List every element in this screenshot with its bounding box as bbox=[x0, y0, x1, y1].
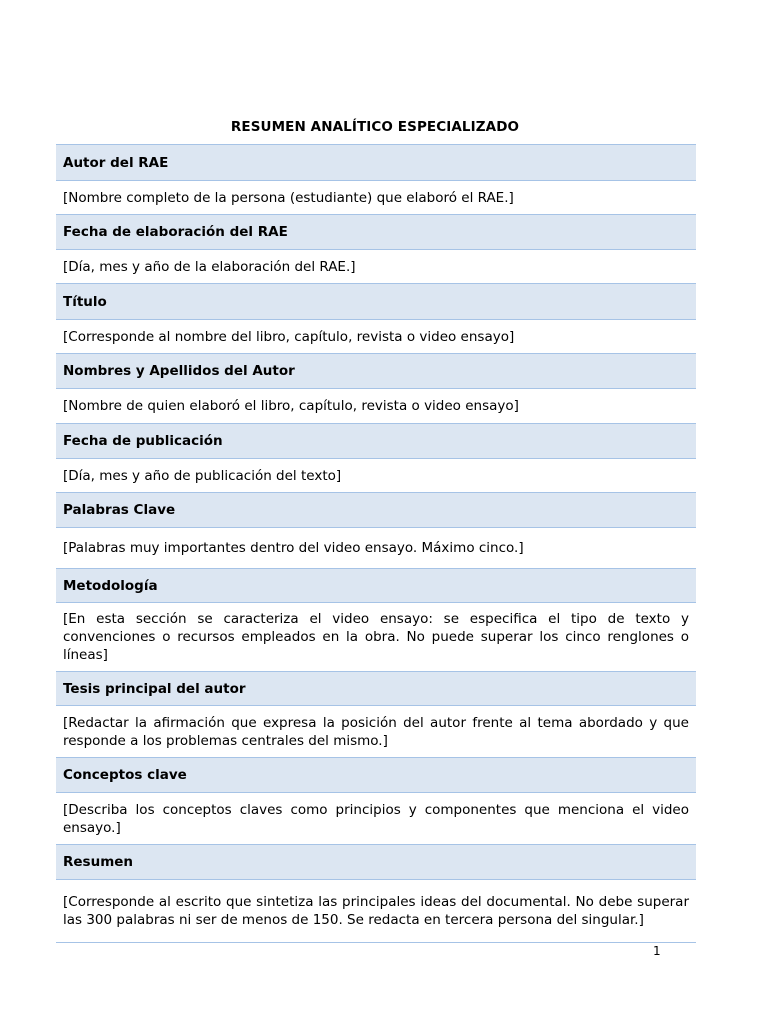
section-label: Título bbox=[56, 284, 696, 320]
section-value-row bbox=[56, 706, 696, 758]
section-header-row bbox=[56, 145, 696, 181]
section-label: Conceptos clave bbox=[56, 758, 696, 793]
section-value: [Corresponde al escrito que sintetiza las principales ideas del documental. No debe superar las 300 palabras ni ser de menos de 150. Se redacta en tercera persona del singular.] bbox=[56, 880, 696, 943]
section-value: [Redactar la afirmación que expresa la posición del autor frente al tema abordado y que responde a los problemas centrales del mismo.] bbox=[56, 706, 696, 758]
section-header-row bbox=[56, 758, 696, 793]
section-value-row bbox=[56, 181, 696, 215]
section-label: Palabras Clave bbox=[56, 493, 696, 528]
section-value-row bbox=[56, 320, 696, 354]
section-value: [Día, mes y año de la elaboración del RAE.] bbox=[56, 250, 696, 284]
section-value-row bbox=[56, 793, 696, 845]
section-header-row bbox=[56, 672, 696, 706]
section-label: Metodología bbox=[56, 569, 696, 603]
document-title: RESUMEN ANALÍTICO ESPECIALIZADO bbox=[230, 119, 520, 135]
section-value: [Nombre de quien elaboró el libro, capítulo, revista o video ensayo] bbox=[56, 389, 696, 424]
section-value: [Nombre completo de la persona (estudiante) que elaboró el RAE.] bbox=[56, 181, 696, 215]
section-value-row bbox=[56, 880, 696, 943]
section-header-row bbox=[56, 493, 696, 528]
section-value-row bbox=[56, 528, 696, 569]
section-value-row bbox=[56, 603, 696, 672]
section-header-row bbox=[56, 284, 696, 320]
section-value-row bbox=[56, 250, 696, 284]
section-value: [Palabras muy importantes dentro del video ensayo. Máximo cinco.] bbox=[56, 528, 696, 569]
section-label: Nombres y Apellidos del Autor bbox=[56, 354, 696, 389]
section-value: [Corresponde al nombre del libro, capítulo, revista o video ensayo] bbox=[56, 320, 696, 354]
page-number: 1 bbox=[653, 944, 661, 958]
section-value: [En esta sección se caracteriza el video ensayo: se especifica el tipo de texto y convenciones o recursos empleados en la obra. No puede superar los cinco renglones o líneas] bbox=[56, 603, 696, 672]
section-value: [Día, mes y año de publicación del texto] bbox=[56, 459, 696, 493]
section-header-row bbox=[56, 424, 696, 459]
section-header-row bbox=[56, 845, 696, 880]
section-header-row bbox=[56, 569, 696, 603]
section-value: [Describa los conceptos claves como principios y componentes que menciona el video ensayo.] bbox=[56, 793, 696, 845]
section-label: Fecha de publicación bbox=[56, 424, 696, 459]
section-label: Autor del RAE bbox=[56, 145, 696, 181]
section-label: Tesis principal del autor bbox=[56, 672, 696, 706]
rae-table bbox=[56, 144, 696, 943]
section-value-row bbox=[56, 459, 696, 493]
section-header-row bbox=[56, 215, 696, 250]
section-header-row bbox=[56, 354, 696, 389]
section-value-row bbox=[56, 389, 696, 424]
section-label: Fecha de elaboración del RAE bbox=[56, 215, 696, 250]
section-label: Resumen bbox=[56, 845, 696, 880]
